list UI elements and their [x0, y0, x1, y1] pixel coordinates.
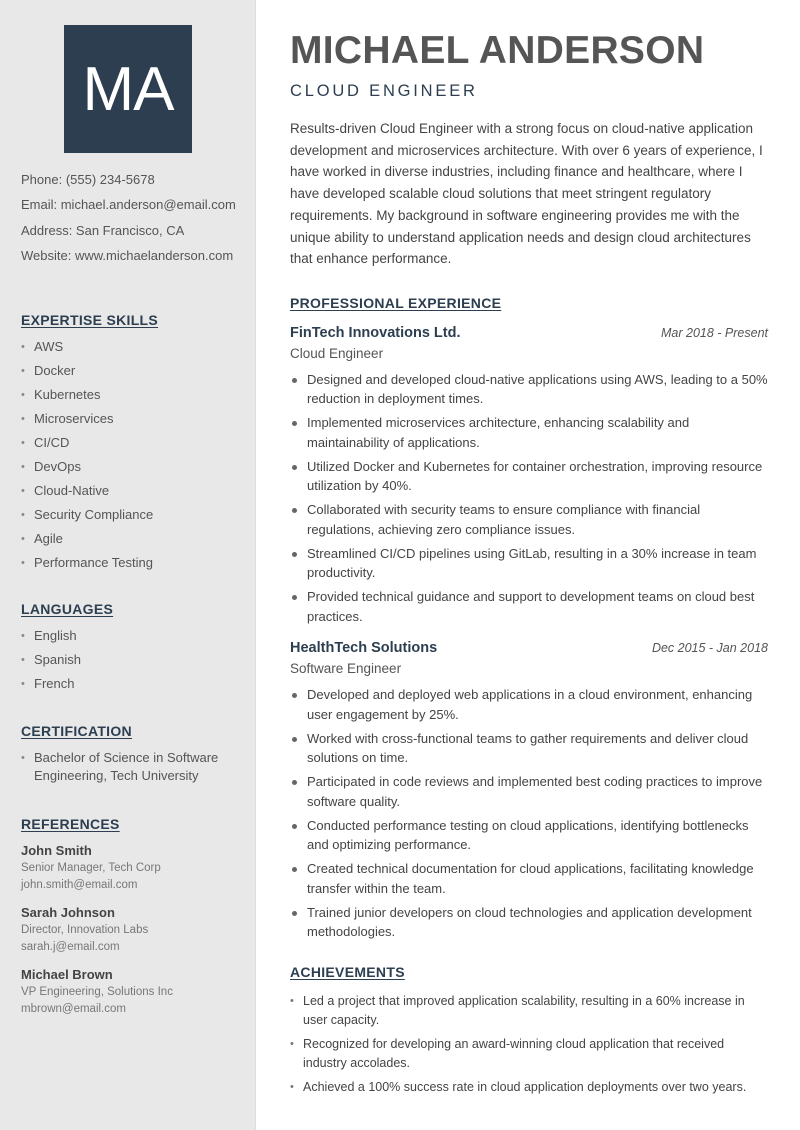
job-dates: Mar 2018 - Present — [661, 325, 768, 340]
reference-name: Michael Brown — [21, 967, 113, 982]
achievement-item: • Achieved a 100% success rate in cloud application deployments over two years. — [290, 1078, 770, 1097]
job-bullet: Implemented microservices architecture, enhancing scalability and maintainability of applications. — [290, 413, 770, 452]
monogram-logo: MA — [64, 25, 192, 153]
skill-item: • Cloud-Native — [21, 482, 241, 500]
reference — [21, 966, 241, 1018]
reference-title: Senior Manager, Tech Corp — [21, 862, 161, 874]
job-position: Software Engineer — [290, 661, 402, 677]
skill-item: • Security Compliance — [21, 506, 241, 524]
company-name: FinTech Innovations Ltd. — [290, 324, 461, 341]
reference-email: sarah.j@email.com — [21, 941, 120, 953]
skill-item: • AWS — [21, 338, 241, 356]
achievement-item: • Led a project that improved application scalability, resulting in a 60% increase in user capacity. — [290, 992, 770, 1030]
experience-heading: PROFESSIONAL EXPERIENCE — [290, 294, 502, 311]
job-bullet: Trained junior developers on cloud technologies and application development methodologies. — [290, 903, 770, 942]
language-item: • English — [21, 627, 241, 645]
job-entry — [290, 640, 770, 942]
job-bullet: Conducted performance testing on cloud applications, identifying bottlenecks and optimizing performance. — [290, 816, 770, 855]
language-item: • Spanish — [21, 651, 241, 669]
full-name: MICHAEL ANDERSON — [290, 29, 705, 72]
job-bullet: Utilized Docker and Kubernetes for container orchestration, improving resource utilization by 40%. — [290, 457, 770, 496]
languages-heading: LANGUAGES — [21, 601, 114, 617]
summary: Results-driven Cloud Engineer with a strong focus on cloud-native application development and microservices architecture. With over 6 years of experience, I have worked in diverse industries, including finance and healthcare, where I have developed scalable cloud solutions that meet stringent regulatory requirements. My background in software engineering provides me with the unique ability to understand application needs and design cloud architectures that enhance performance. — [290, 121, 763, 267]
skill-item: • Docker — [21, 362, 241, 380]
job-bullet: Streamlined CI/CD pipelines using GitLab, resulting in a 30% increase in team productivity. — [290, 544, 770, 583]
main-content — [290, 28, 770, 1102]
job-bullet: Worked with cross-functional teams to gather requirements and deliver cloud solutions on time. — [290, 729, 770, 768]
phone: Phone: (555) 234-5678 — [21, 172, 155, 187]
job-bullet: Developed and deployed web applications in a cloud environment, enhancing user engagement by 25%. — [290, 685, 770, 724]
job-title: CLOUD ENGINEER — [290, 82, 478, 100]
reference-title: Director, Innovation Labs — [21, 924, 149, 936]
job-bullet: Participated in code reviews and implemented best coding practices to improve software quality. — [290, 772, 770, 811]
job-bullet: Provided technical guidance and support to development teams on cloud best practices. — [290, 587, 770, 626]
skills-section — [21, 312, 241, 578]
skill-item: • Performance Testing — [21, 554, 241, 572]
certification-item: • Bachelor of Science in Software Engineering, Tech University — [21, 749, 241, 785]
skill-item: • Agile — [21, 530, 241, 548]
certification-section — [21, 723, 241, 791]
skill-item: • CI/CD — [21, 434, 241, 452]
sidebar — [0, 0, 256, 1130]
skill-item: • DevOps — [21, 458, 241, 476]
skills-heading: EXPERTISE SKILLS — [21, 312, 159, 328]
reference — [21, 842, 241, 894]
reference-name: Sarah Johnson — [21, 905, 115, 920]
reference-name: John Smith — [21, 843, 92, 858]
achievement-item: • Recognized for developing an award-winning cloud application that received industry accolades. — [290, 1035, 770, 1073]
job-bullet: Designed and developed cloud-native applications using AWS, leading to a 50% reduction in deployment times. — [290, 370, 770, 409]
certification-heading: CERTIFICATION — [21, 723, 132, 739]
references-section — [21, 816, 241, 1018]
skill-item: • Microservices — [21, 410, 241, 428]
contact-info — [21, 171, 236, 272]
language-item: • French — [21, 675, 241, 693]
job-position: Cloud Engineer — [290, 345, 384, 361]
company-name: HealthTech Solutions — [290, 640, 438, 657]
references-heading: REFERENCES — [21, 816, 120, 832]
skill-item: • Kubernetes — [21, 386, 241, 404]
job-bullet: Collaborated with security teams to ensure compliance with financial regulations, achieving zero compliance issues. — [290, 500, 770, 539]
achievements-heading: ACHIEVEMENTS — [290, 963, 405, 980]
job-entry — [290, 325, 770, 627]
website: Website: www.michaelanderson.com — [21, 247, 234, 263]
reference — [21, 904, 241, 956]
languages-section — [21, 601, 241, 699]
reference-email: mbrown@email.com — [21, 1003, 126, 1015]
job-dates: Dec 2015 - Jan 2018 — [651, 641, 768, 656]
email: Email: michael.anderson@email.com — [21, 197, 236, 213]
address: Address: San Francisco, CA — [21, 222, 185, 238]
job-bullet: Created technical documentation for cloud applications, facilitating knowledge transfer within the team. — [290, 859, 770, 898]
reference-title: VP Engineering, Solutions Inc — [21, 986, 173, 998]
reference-email: john.smith@email.com — [21, 879, 138, 891]
